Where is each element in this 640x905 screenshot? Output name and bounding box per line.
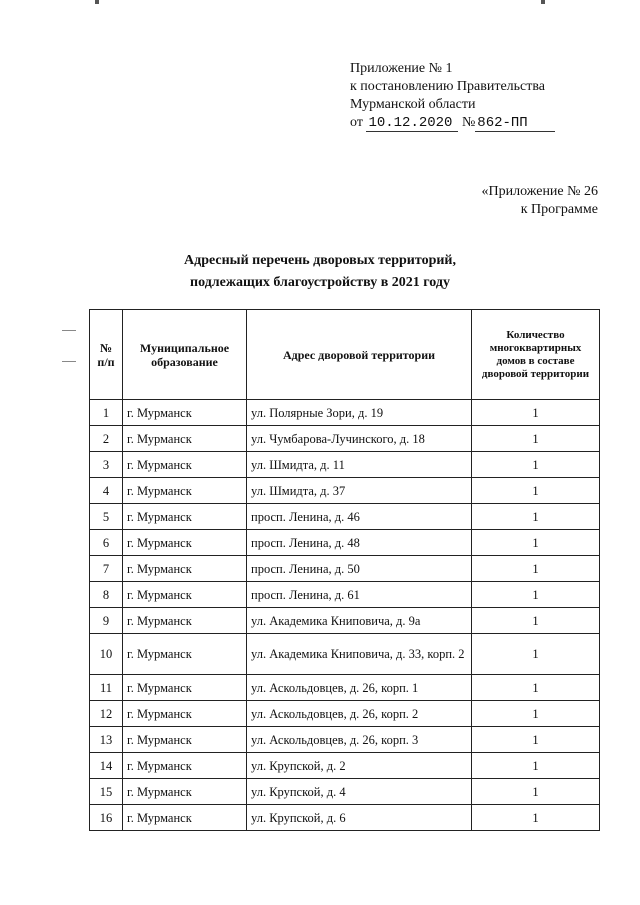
row-count: 1 — [472, 727, 600, 753]
row-count: 1 — [472, 675, 600, 701]
appendix-block — [350, 60, 555, 132]
table-row — [90, 426, 600, 452]
row-count: 1 — [472, 504, 600, 530]
appendix-line-3: Мурманской области — [350, 97, 476, 112]
row-count: 1 — [472, 779, 600, 805]
row-address: ул. Шмидта, д. 37 — [247, 478, 472, 504]
column-header-municipality: Муниципальное образование — [123, 310, 247, 400]
row-number: 3 — [90, 452, 123, 478]
row-municipality: г. Мурманск — [123, 400, 247, 426]
row-municipality: г. Мурманск — [123, 478, 247, 504]
title-line-2: подлежащих благоустройству в 2021 году — [190, 275, 450, 290]
table-row — [90, 753, 600, 779]
row-municipality: г. Мурманск — [123, 805, 247, 831]
row-number: 2 — [90, 426, 123, 452]
from-label: от — [350, 115, 363, 130]
row-municipality: г. Мурманск — [123, 727, 247, 753]
row-municipality: г. Мурманск — [123, 753, 247, 779]
reference-line-2: к Программе — [520, 202, 598, 217]
row-municipality: г. Мурманск — [123, 504, 247, 530]
program-reference — [482, 183, 599, 219]
row-address: ул. Крупской, д. 2 — [247, 753, 472, 779]
row-municipality: г. Мурманск — [123, 582, 247, 608]
table-row — [90, 779, 600, 805]
table-row — [90, 556, 600, 582]
row-number: 16 — [90, 805, 123, 831]
row-count: 1 — [472, 701, 600, 727]
row-number: 9 — [90, 608, 123, 634]
row-count: 1 — [472, 556, 600, 582]
row-count: 1 — [472, 478, 600, 504]
row-number: 14 — [90, 753, 123, 779]
table-row — [90, 400, 600, 426]
row-number: 7 — [90, 556, 123, 582]
column-header-address: Адрес дворовой территории — [247, 310, 472, 400]
row-address: ул. Аскольдовцев, д. 26, корп. 3 — [247, 727, 472, 753]
appendix-line-1: Приложение № 1 — [350, 61, 453, 76]
row-address: ул. Академика Книповича, д. 33, корп. 2 — [247, 634, 472, 675]
row-address: ул. Крупской, д. 6 — [247, 805, 472, 831]
row-address: ул. Крупской, д. 4 — [247, 779, 472, 805]
row-municipality: г. Мурманск — [123, 779, 247, 805]
table-row — [90, 530, 600, 556]
number-label: № — [461, 115, 476, 130]
table-row — [90, 701, 600, 727]
row-address: ул. Чумбарова-Лучинского, д. 18 — [247, 426, 472, 452]
appendix-date-line — [350, 114, 555, 132]
address-table — [89, 309, 600, 831]
row-number: 8 — [90, 582, 123, 608]
table-row — [90, 634, 600, 675]
row-count: 1 — [472, 805, 600, 831]
decree-date: 10.12.2020 — [366, 115, 458, 132]
row-count: 1 — [472, 530, 600, 556]
row-municipality: г. Мурманск — [123, 452, 247, 478]
row-count: 1 — [472, 452, 600, 478]
table-body — [90, 400, 600, 831]
row-count: 1 — [472, 634, 600, 675]
column-header-number: № п/п — [90, 310, 123, 400]
table-row — [90, 582, 600, 608]
row-number: 6 — [90, 530, 123, 556]
row-count: 1 — [472, 426, 600, 452]
row-count: 1 — [472, 400, 600, 426]
appendix-line-2: к постановлению Правительства — [350, 79, 546, 94]
row-count: 1 — [472, 582, 600, 608]
reference-line-1: «Приложение № 26 — [481, 184, 598, 199]
row-address: ул. Аскольдовцев, д. 26, корп. 1 — [247, 675, 472, 701]
row-municipality: г. Мурманск — [123, 675, 247, 701]
row-address: просп. Ленина, д. 48 — [247, 530, 472, 556]
table-header-row — [90, 310, 600, 400]
row-municipality: г. Мурманск — [123, 556, 247, 582]
title-line-1: Адресный перечень дворовых территорий, — [184, 253, 456, 268]
table-row — [90, 504, 600, 530]
row-number: 4 — [90, 478, 123, 504]
row-address: ул. Академика Книповича, д. 9а — [247, 608, 472, 634]
column-header-count: Количество многоквартирных домов в составе дворовой территории — [472, 310, 600, 400]
row-address: просп. Ленина, д. 50 — [247, 556, 472, 582]
row-address: ул. Аскольдовцев, д. 26, корп. 2 — [247, 701, 472, 727]
table-row — [90, 675, 600, 701]
margin-mark — [62, 330, 76, 331]
row-number: 1 — [90, 400, 123, 426]
row-number: 10 — [90, 634, 123, 675]
row-municipality: г. Мурманск — [123, 608, 247, 634]
decree-number: 862-ПП — [475, 115, 555, 132]
row-number: 12 — [90, 701, 123, 727]
row-number: 15 — [90, 779, 123, 805]
row-municipality: г. Мурманск — [123, 701, 247, 727]
table-row — [90, 727, 600, 753]
row-count: 1 — [472, 753, 600, 779]
row-address: просп. Ленина, д. 46 — [247, 504, 472, 530]
row-municipality: г. Мурманск — [123, 634, 247, 675]
table-row — [90, 608, 600, 634]
row-address: ул. Шмидта, д. 11 — [247, 452, 472, 478]
row-number: 11 — [90, 675, 123, 701]
row-municipality: г. Мурманск — [123, 530, 247, 556]
scan-mark-left — [95, 0, 99, 4]
table-row — [90, 805, 600, 831]
margin-mark — [62, 361, 76, 362]
row-count: 1 — [472, 608, 600, 634]
table-row — [90, 452, 600, 478]
scan-mark-right — [541, 0, 545, 4]
row-municipality: г. Мурманск — [123, 426, 247, 452]
row-number: 5 — [90, 504, 123, 530]
table-row — [90, 478, 600, 504]
row-address: ул. Полярные Зори, д. 19 — [247, 400, 472, 426]
document-title — [0, 250, 640, 294]
row-address: просп. Ленина, д. 61 — [247, 582, 472, 608]
row-number: 13 — [90, 727, 123, 753]
